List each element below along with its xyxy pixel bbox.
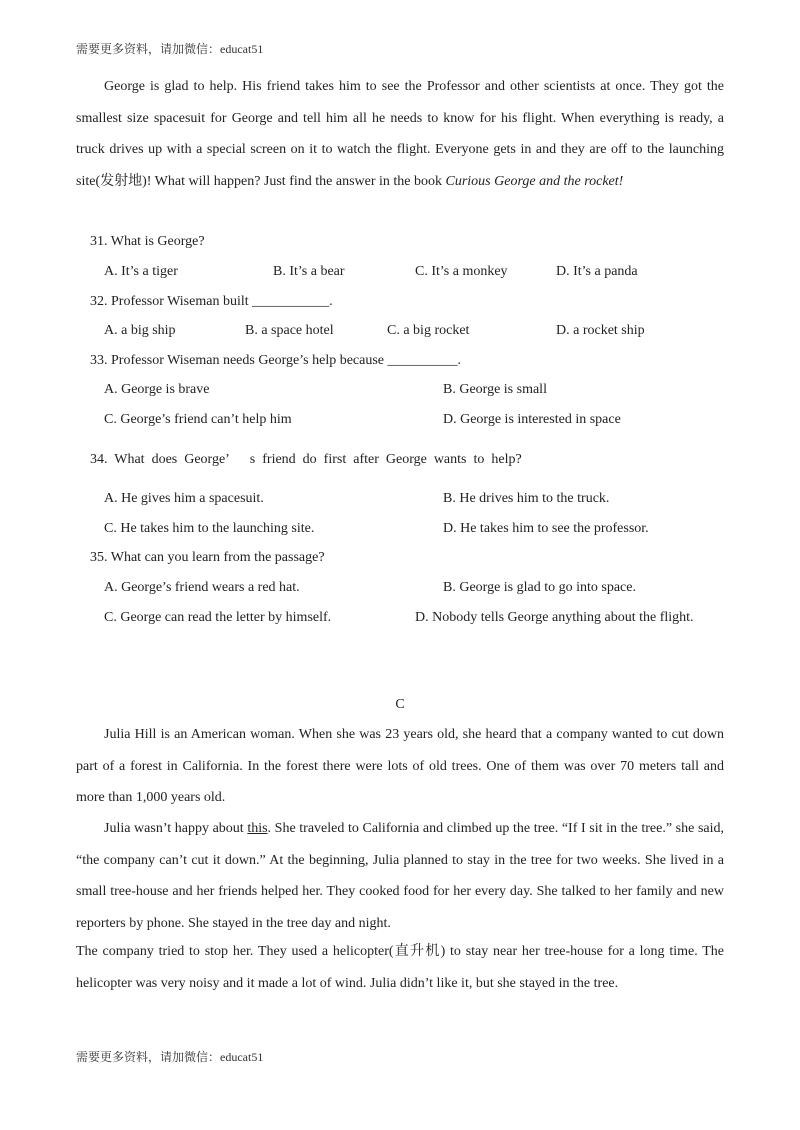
q34-option-d: D. He takes him to see the professor. bbox=[443, 521, 649, 536]
question-33: 33. Professor Wiseman needs George’s help because __________. bbox=[90, 353, 462, 368]
book-title: Curious George and the rocket! bbox=[445, 173, 624, 189]
q32-option-a: A. a big ship bbox=[104, 323, 176, 338]
q32-option-b: B. a space hotel bbox=[245, 323, 334, 338]
section-c-paragraph-2 bbox=[76, 813, 724, 939]
passage-b-ending bbox=[76, 71, 724, 197]
q31-option-c: C. It’s a monkey bbox=[415, 264, 508, 279]
section-c-label: C bbox=[395, 697, 405, 712]
q33-option-a: A. George is brave bbox=[104, 382, 210, 397]
q33-option-c: C. George’s friend can’t help him bbox=[104, 412, 292, 427]
q35-option-b: B. George is glad to go into space. bbox=[443, 580, 636, 595]
passage-b-text: George is glad to help. His friend takes him to see the Professor and other scientists at once. They got the smallest size spacesuit for George and tell him all he needs to know for his flight. When everything is ready, a truck drives up with a special screen on it to watch the flight. Everyone gets in and they are off to the launching site(发射地)! What will happen? Just find the answer in the book bbox=[76, 79, 724, 189]
question-35: 35. What can you learn from the passage? bbox=[90, 550, 325, 565]
q34-option-a: A. He gives him a spacesuit. bbox=[104, 491, 264, 506]
p2-start: Julia wasn’t happy about bbox=[104, 821, 248, 836]
page-header: 需要更多资料，请加微信：educat51 bbox=[76, 42, 264, 56]
question-31: 31. What is George? bbox=[90, 234, 205, 249]
q32-option-d: D. a rocket ship bbox=[556, 323, 645, 338]
q34-option-b: B. He drives him to the truck. bbox=[443, 491, 610, 506]
section-c-paragraph-1: Julia Hill is an American woman. When she was 23 years old, she heard that a company wanted to cut down part of a forest in California. In the forest there were lots of old trees. One of them was over 70 meters tall and more than 1,000 years old. bbox=[76, 727, 724, 805]
section-c-paragraph-3: The company tried to stop her. They used a helicopter(直升机) to stay near her tree-house for a long time. The helicopter was very noisy and it made a lot of wind. Julia didn’t like it, but she stayed in the tree. bbox=[76, 944, 724, 991]
q31-option-a: A. It’s a tiger bbox=[104, 264, 178, 279]
q35-option-c: C. George can read the letter by himself. bbox=[104, 610, 332, 625]
q31-option-d: D. It’s a panda bbox=[556, 264, 638, 279]
p2-rest: . She traveled to California and climbed up the tree. “If I sit in the tree.” she said, “the company can’t cut it down.” At the beginning, Julia planned to stay in the tree for two weeks. She lived in a small tree-house and her friends helped her. They cooked food for her every day. She talked to her family and new reporters by phone. She stayed in the tree day and night. bbox=[76, 821, 724, 931]
q34-option-c: C. He takes him to the launching site. bbox=[104, 521, 315, 536]
q33-option-b: B. George is small bbox=[443, 382, 547, 397]
q31-option-b: B. It’s a bear bbox=[273, 264, 345, 279]
q35-option-a: A. George’s friend wears a red hat. bbox=[104, 580, 300, 595]
q32-option-c: C. a big rocket bbox=[387, 323, 470, 338]
q35-option-d: D. Nobody tells George anything about the flight. bbox=[415, 610, 694, 625]
question-34: 34. What does George’ s friend do first after George wants to help? bbox=[90, 452, 522, 467]
underlined-word: this bbox=[247, 821, 268, 836]
question-32: 32. Professor Wiseman built ___________. bbox=[90, 294, 333, 309]
page-footer: 需要更多资料，请加微信：educat51 bbox=[76, 1050, 264, 1064]
q33-option-d: D. George is interested in space bbox=[443, 412, 621, 427]
